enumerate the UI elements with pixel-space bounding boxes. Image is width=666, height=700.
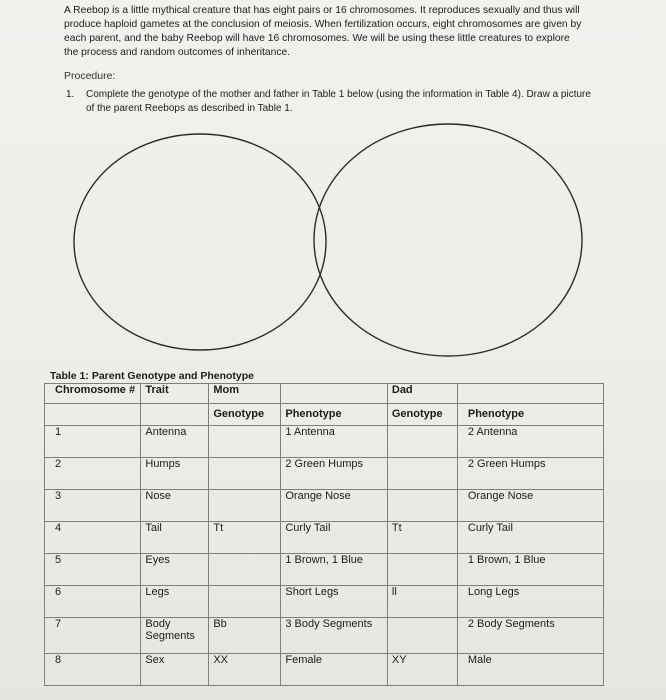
trait-cell: Nose	[141, 490, 209, 522]
table-header-row	[45, 384, 604, 404]
mom-genotype-cell[interactable]: XX	[209, 654, 281, 686]
header-dad: Dad	[387, 384, 457, 404]
table-row	[45, 654, 604, 686]
chromosome-number: 1	[45, 426, 141, 458]
trait-cell: Antenna	[141, 426, 209, 458]
subheader-blank-2	[141, 404, 209, 426]
header-trait: Trait	[141, 384, 209, 404]
header-dad-genotype: Genotype	[387, 404, 457, 426]
dad-genotype-cell[interactable]	[387, 554, 457, 586]
header-mom-phenotype: Phenotype	[281, 404, 388, 426]
dad-phenotype-cell: 2 Antenna	[457, 426, 603, 458]
table-subheader-row	[45, 404, 604, 426]
chromosome-number: 6	[45, 586, 141, 618]
mom-phenotype-cell: Short Legs	[281, 586, 388, 618]
chromosome-number: 4	[45, 522, 141, 554]
step-number: 1.	[66, 89, 75, 100]
dad-genotype-cell[interactable]	[387, 426, 457, 458]
mom-phenotype-cell: 1 Antenna	[281, 426, 388, 458]
chromosome-number: 3	[45, 490, 141, 522]
dad-phenotype-cell: Long Legs	[457, 586, 603, 618]
chromosome-number: 8	[45, 654, 141, 686]
dad-genotype-cell[interactable]	[387, 618, 457, 654]
subheader-blank-1	[45, 404, 141, 426]
table-title: Table 1: Parent Genotype and Phenotype	[50, 370, 255, 382]
mom-phenotype-cell: 1 Brown, 1 Blue	[281, 554, 388, 586]
mom-genotype-cell[interactable]	[209, 458, 281, 490]
trait-cell: Body Segments	[141, 618, 209, 654]
header-mom-genotype: Genotype	[209, 404, 281, 426]
dad-genotype-cell[interactable]: Tt	[387, 522, 457, 554]
mom-genotype-cell[interactable]	[209, 554, 281, 586]
dad-phenotype-cell: 2 Body Segments	[457, 618, 603, 654]
mom-phenotype-cell: 3 Body Segments	[281, 618, 388, 654]
table-row	[45, 522, 604, 554]
mom-genotype-cell[interactable]: Bb	[209, 618, 281, 654]
mom-drawing-circle[interactable]	[74, 134, 326, 350]
mom-phenotype-cell: Orange Nose	[281, 490, 388, 522]
intro-paragraph: A Reebop is a little mythical creature that has eight pairs or 16 chromosomes. It reproduces sexually and thus will produce haploid gametes at the conclusion of meiosis. When fertilization occurs, eight chromosomes are given by each parent, and the baby Reebop will have 16 chromosomes. We will be using these little creatures to explore the process and random outcomes of inheritance.	[64, 5, 582, 58]
header-mom: Mom	[209, 384, 281, 404]
mom-phenotype-cell: Female	[281, 654, 388, 686]
dad-drawing-circle[interactable]	[314, 124, 582, 356]
dad-phenotype-cell: 1 Brown, 1 Blue	[457, 554, 603, 586]
table-row	[45, 490, 604, 522]
header-blank-2	[457, 384, 603, 404]
dad-phenotype-cell: Curly Tail	[457, 522, 603, 554]
header-dad-phenotype: Phenotype	[457, 404, 603, 426]
table-row	[45, 426, 604, 458]
procedure-label: Procedure:	[64, 70, 116, 82]
mom-genotype-cell[interactable]: Tt	[209, 522, 281, 554]
mom-genotype-cell[interactable]	[209, 490, 281, 522]
trait-cell: Legs	[141, 586, 209, 618]
trait-cell: Eyes	[141, 554, 209, 586]
dad-genotype-cell[interactable]	[387, 490, 457, 522]
dad-genotype-cell[interactable]: ll	[387, 586, 457, 618]
step-text: Complete the genotype of the mother and father in Table 1 below (using the information in Table 4). Draw a picture of the parent Reebops as described in Table 1.	[86, 89, 591, 114]
parent-genotype-table	[44, 383, 604, 686]
mom-phenotype-cell: 2 Green Humps	[281, 458, 388, 490]
dad-phenotype-cell: 2 Green Humps	[457, 458, 603, 490]
trait-cell: Tail	[141, 522, 209, 554]
table-row	[45, 554, 604, 586]
header-blank-1	[281, 384, 388, 404]
table-row	[45, 458, 604, 490]
trait-cell: Humps	[141, 458, 209, 490]
chromosome-number: 5	[45, 554, 141, 586]
chromosome-number: 2	[45, 458, 141, 490]
table-row	[45, 618, 604, 654]
trait-cell: Sex	[141, 654, 209, 686]
mom-genotype-cell[interactable]	[209, 426, 281, 458]
dad-genotype-cell[interactable]	[387, 458, 457, 490]
dad-phenotype-cell: Orange Nose	[457, 490, 603, 522]
mom-genotype-cell[interactable]	[209, 586, 281, 618]
header-chromosome: Chromosome #	[45, 384, 141, 404]
chromosome-number: 7	[45, 618, 141, 654]
mom-phenotype-cell: Curly Tail	[281, 522, 388, 554]
table-row	[45, 586, 604, 618]
dad-genotype-cell[interactable]: XY	[387, 654, 457, 686]
dad-phenotype-cell: Male	[457, 654, 603, 686]
